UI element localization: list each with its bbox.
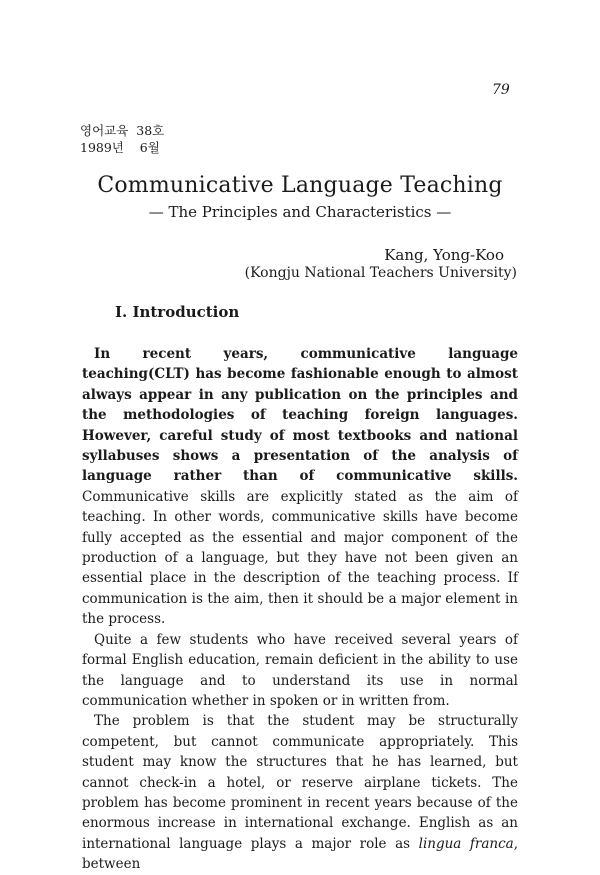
author-affiliation: (Kongju National Teachers University) <box>244 265 517 281</box>
page-number: 79 <box>492 82 510 98</box>
author-name: Kang, Yong-Koo <box>384 246 504 264</box>
journal-issue: 영어교육 38호 <box>80 123 165 138</box>
journal-info <box>80 122 164 156</box>
paragraph-bold-text: In recent years, communicative language teaching(CLT) has become fashionable enough to almost always appear in any publication on the principles and the methodologies of teaching foreign languages. However, careful study of most textbooks and national syllabuses shows a presentation of the analysis of language rather than of communicative skills. <box>82 346 518 485</box>
paragraph-text: The problem is that the student may be structurally competent, but cannot communicate appropriately. This student may know the structures that he has learned, but cannot check-in a hotel, or reserve airplane tickets. The problem has become prominent in recent years because of the enormous increase in international exchange. English as an international language plays a major role as <box>82 713 518 852</box>
paragraph <box>82 630 518 712</box>
paper-title: Communicative Language Teaching <box>97 173 503 198</box>
body-text <box>82 344 518 875</box>
paper-subtitle: — The Principles and Characteristics — <box>148 203 452 221</box>
paragraph-text: , between <box>82 835 518 873</box>
paragraph-text: Quite a few students who have received several years of formal English education, remain deficient in the ability to use the language and to understand its use in normal communication whether in spoken or in written from. <box>82 631 518 709</box>
paragraph <box>82 344 518 630</box>
paragraph <box>82 711 518 874</box>
section-heading: Ⅰ. Introduction <box>115 303 240 321</box>
journal-date: 1989년 6월 <box>80 140 160 155</box>
paragraph-text: Communicative skills are explicitly stated as the aim of teaching. In other words, communicative skills have become fully accepted as the essential and major component of the production of a language, but they have not been given an essential place in the description of the teaching process. If communication is the aim, then it should be a major element in the process. <box>82 488 518 628</box>
italic-term: lingua franca <box>418 835 514 852</box>
